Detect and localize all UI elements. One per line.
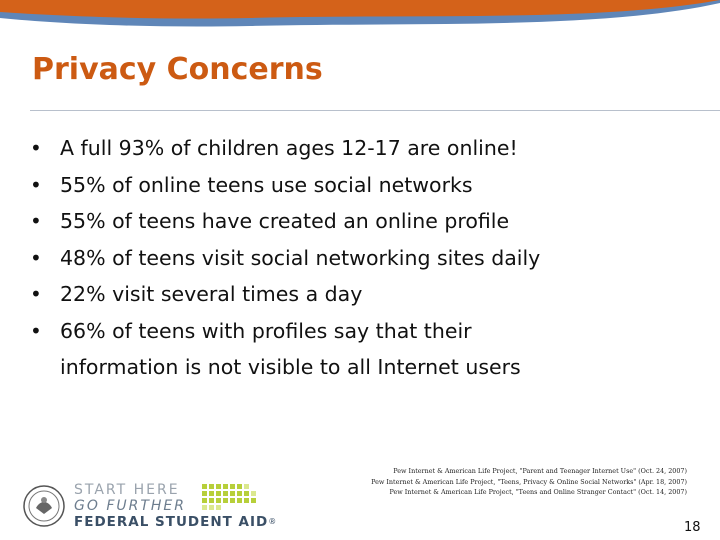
department-seal-icon <box>22 484 66 528</box>
bullet-dot-icon: • <box>30 136 42 160</box>
bullet-dot-icon: • <box>30 172 42 197</box>
bullet-item <box>30 203 670 240</box>
bullet-text: 55% of online teens use social networks <box>60 172 473 197</box>
logo-line-1: START HERE <box>74 482 180 498</box>
bullet-dot-icon: • <box>30 318 42 343</box>
header-band <box>0 0 720 40</box>
bullet-item <box>30 130 670 167</box>
bullet-text-line1: 66% of teens with profiles say that their <box>60 318 472 343</box>
slide-title: Privacy Concerns <box>32 52 323 87</box>
bullet-item <box>30 313 670 385</box>
logo-line-3-text: FEDERAL STUDENT AID <box>74 514 269 530</box>
citation-line: Pew Internet & American Life Project, "Parent and Teenager Internet Use" (Oct. 24, 2007) <box>393 467 687 475</box>
registered-mark: ® <box>268 517 278 526</box>
citation-line: Pew Internet & American Life Project, "Teens and Online Stranger Contact" (Oct. 14, 2007) <box>389 488 687 496</box>
logo-line-2: GO FURTHER <box>74 498 186 514</box>
bullet-text-line2: information is not visible to all Internet users <box>60 354 521 379</box>
citation-line: Pew Internet & American Life Project, "Teens, Privacy & Online Social Networks" (Apr. 18, 2007) <box>371 477 687 486</box>
bullet-text: A full 93% of children ages 12-17 are online! <box>60 136 518 160</box>
page-number: 18 <box>684 520 701 535</box>
bullet-item <box>30 276 670 313</box>
bullet-text: 48% of teens visit social networking sites daily <box>60 245 541 270</box>
bullet-item <box>30 167 670 204</box>
bullet-dot-icon: • <box>30 209 42 233</box>
source-citations <box>371 466 687 498</box>
title-divider <box>30 110 720 111</box>
federal-student-aid-logo <box>22 480 322 530</box>
bullet-dot-icon: • <box>30 282 42 306</box>
bullet-text: 22% visit several times a day <box>60 282 363 306</box>
bullet-text: 55% of teens have created an online profile <box>60 209 510 233</box>
logo-dot-grid-icon <box>202 484 262 518</box>
bullet-dot-icon: • <box>30 245 42 270</box>
bullet-list <box>30 130 670 385</box>
bullet-item <box>30 240 670 277</box>
